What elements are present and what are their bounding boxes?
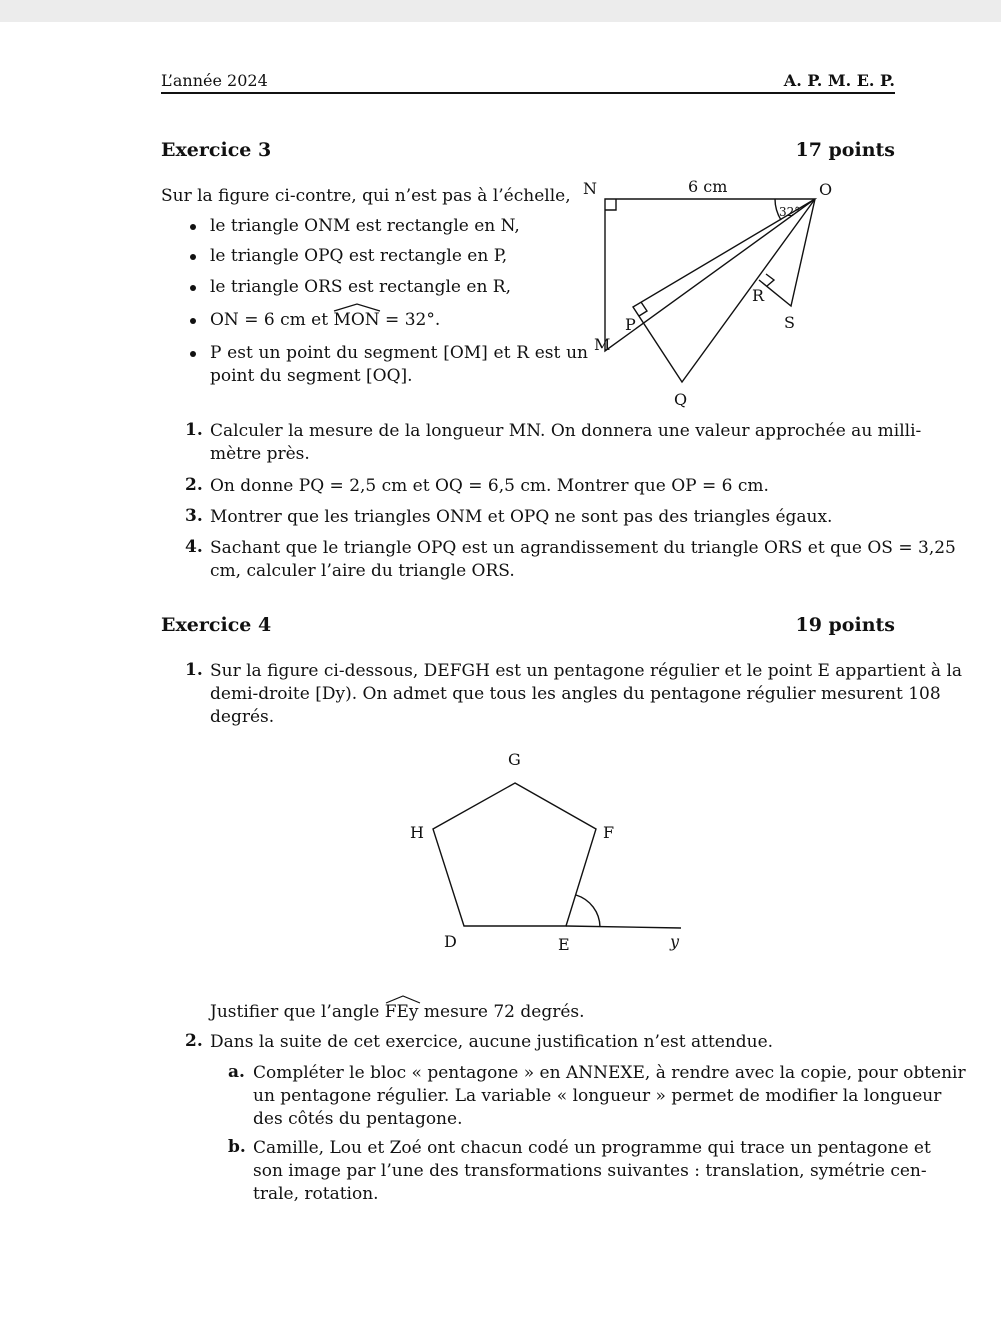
ex4-q2a-number: a. bbox=[228, 1062, 245, 1082]
label-m: M bbox=[594, 335, 611, 354]
bullet-dot bbox=[190, 351, 196, 357]
exercise3-title: Exercice 3 bbox=[161, 139, 272, 161]
ex4-q2b-line1: Camille, Lou et Zoé ont chacun codé un programme qui trace un pentagone et bbox=[253, 1138, 931, 1158]
exercise3-points: 17 points bbox=[795, 139, 895, 161]
exercise4-title: Exercice 4 bbox=[161, 614, 272, 636]
angle-mon bbox=[333, 309, 379, 332]
label-s: S bbox=[784, 313, 795, 332]
bullet-5-line2: point du segment [OQ]. bbox=[210, 366, 413, 386]
exercise3-intro: Sur la figure ci-contre, qui n’est pas à l’échelle, bbox=[161, 186, 571, 206]
ex4-question-1-line1: Sur la figure ci-dessous, DEFGH est un pentagone régulier et le point E appartient à la bbox=[210, 661, 963, 681]
label-n: N bbox=[583, 179, 597, 198]
bullet-2: le triangle OPQ est rectangle en P, bbox=[210, 246, 508, 266]
bullet-4 bbox=[210, 309, 440, 332]
label-angle-32: 32° bbox=[779, 205, 801, 219]
ex4-question-1-line3: degrés. bbox=[210, 707, 275, 727]
header-rule bbox=[161, 92, 895, 94]
label-length-on: 6 cm bbox=[688, 177, 728, 196]
label-o: O bbox=[819, 180, 833, 199]
question-3-line1: Montrer que les triangles ONM et OPQ ne sont pas des triangles égaux. bbox=[210, 507, 833, 527]
justify-part-b: mesure 72 degrés. bbox=[418, 1002, 585, 1022]
bullet-dot bbox=[190, 318, 196, 324]
question-1-line2: mètre près. bbox=[210, 444, 310, 464]
ex4-question-2-number: 2. bbox=[185, 1031, 203, 1051]
figure-triangles bbox=[570, 172, 850, 417]
label-q: Q bbox=[674, 390, 688, 409]
label-p: P bbox=[625, 315, 636, 334]
bullet-dot bbox=[190, 254, 196, 260]
label-e: E bbox=[558, 935, 570, 954]
angle-fey bbox=[385, 1001, 419, 1024]
justify-part-a: Justifier que l’angle bbox=[210, 1002, 385, 1022]
ex4-q2b-line3: trale, rotation. bbox=[253, 1184, 379, 1204]
question-3-number: 3. bbox=[185, 506, 203, 526]
question-1-number: 1. bbox=[185, 420, 203, 440]
ex4-question-1-number: 1. bbox=[185, 660, 203, 680]
bullet-dot bbox=[190, 224, 196, 230]
angle-hat-icon bbox=[333, 302, 381, 312]
angle-fey-text: FEy bbox=[384, 1002, 419, 1022]
top-band bbox=[0, 0, 1001, 22]
right-angle-r bbox=[766, 274, 774, 286]
question-2-number: 2. bbox=[185, 475, 203, 495]
ex4-question-2-line1: Dans la suite de cet exercice, aucune justification n’est attendue. bbox=[210, 1032, 774, 1052]
question-4-number: 4. bbox=[185, 537, 203, 557]
bullet-3: le triangle ORS est rectangle en R, bbox=[210, 277, 511, 297]
angle-hat-icon bbox=[385, 994, 421, 1004]
bullet-1: le triangle ONM est rectangle en N, bbox=[210, 216, 520, 236]
label-r: R bbox=[752, 286, 765, 305]
label-h: H bbox=[410, 823, 424, 842]
header-right: A. P. M. E. P. bbox=[783, 71, 895, 90]
triangle-opq bbox=[633, 199, 815, 382]
exercise4-points: 19 points bbox=[795, 614, 895, 636]
bullet-5-line1: P est un point du segment [OM] et R est un bbox=[210, 343, 588, 363]
justify-line bbox=[210, 1001, 585, 1024]
header-left: L’année 2024 bbox=[161, 71, 268, 90]
right-angle-p bbox=[639, 302, 647, 316]
ex4-q2b-line2: son image par l’une des transformations suivantes : translation, symétrie cen- bbox=[253, 1161, 927, 1181]
figure-pentagon bbox=[400, 746, 700, 986]
right-angle-n bbox=[605, 199, 616, 210]
angle-mon-text: MON bbox=[333, 310, 380, 330]
label-y: y bbox=[670, 932, 680, 951]
ex4-q2a-line2: un pentagone régulier. La variable « longueur » permet de modifier la longueur bbox=[253, 1086, 942, 1106]
half-line-ey bbox=[566, 926, 681, 928]
ex4-q2a-line3: des côtés du pentagone. bbox=[253, 1109, 463, 1129]
ex4-q2a-line1: Compléter le bloc « pentagone » en ANNEXE, à rendre avec la copie, pour obtenir bbox=[253, 1063, 966, 1083]
ex4-question-1-line2: demi-droite [Dy). On admet que tous les angles du pentagone régulier mesurent 108 bbox=[210, 684, 941, 704]
document-page bbox=[0, 22, 1001, 1318]
angle-arc-fey bbox=[576, 895, 600, 927]
bullet-dot bbox=[190, 285, 196, 291]
pentagon-defgh bbox=[433, 783, 596, 926]
question-4-line1: Sachant que le triangle OPQ est un agrandissement du triangle ORS et que OS = 3,25 bbox=[210, 538, 956, 558]
label-g: G bbox=[508, 750, 521, 769]
question-2-line1: On donne PQ = 2,5 cm et OQ = 6,5 cm. Montrer que OP = 6 cm. bbox=[210, 476, 769, 496]
label-f: F bbox=[603, 823, 615, 842]
bullet-4-part-b: = 32°. bbox=[379, 310, 441, 330]
ex4-q2b-number: b. bbox=[228, 1137, 246, 1157]
question-1-line1: Calculer la mesure de la longueur MN. On donnera une valeur approchée au milli- bbox=[210, 421, 922, 441]
label-d: D bbox=[444, 932, 457, 951]
question-4-line2: cm, calculer l’aire du triangle ORS. bbox=[210, 561, 515, 581]
bullet-4-part-a: ON = 6 cm et bbox=[210, 310, 334, 330]
